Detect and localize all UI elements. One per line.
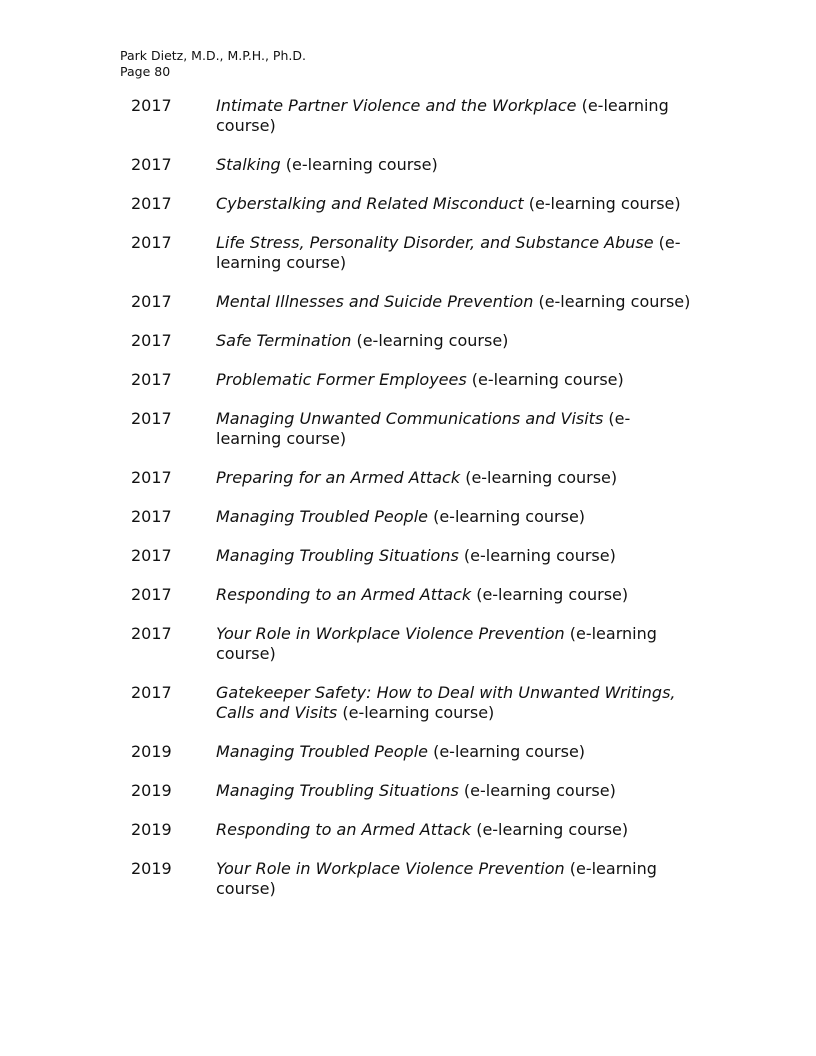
entry-description bbox=[216, 742, 694, 762]
entry-note: (e-learning course) bbox=[533, 292, 691, 311]
entry-year: 2019 bbox=[131, 859, 172, 878]
entry-year: 2017 bbox=[131, 96, 172, 115]
entry-title: Problematic Former Employees bbox=[216, 370, 467, 389]
entry-year: 2017 bbox=[131, 370, 172, 389]
entry-title: Safe Termination bbox=[216, 331, 352, 350]
entry-title: Your Role in Workplace Violence Prevention bbox=[216, 859, 565, 878]
entry-title: Managing Troubled People bbox=[216, 742, 428, 761]
entry-title: Gatekeeper Safety: How to Deal with Unwanted Writings, Calls and Visits bbox=[216, 683, 676, 722]
list-item bbox=[0, 292, 816, 312]
entry-year: 2019 bbox=[131, 820, 172, 839]
entry-note: (e-learning course) bbox=[471, 585, 629, 604]
entry-year: 2017 bbox=[131, 585, 172, 604]
entry-year: 2017 bbox=[131, 624, 172, 643]
list-item bbox=[0, 409, 816, 449]
entry-title: Intimate Partner Violence and the Workplace bbox=[216, 96, 577, 115]
entry-note: (e-learning course) bbox=[428, 507, 586, 526]
entry-note: (e-learning course) bbox=[216, 409, 631, 448]
list-item bbox=[0, 546, 816, 566]
entry-description bbox=[216, 683, 694, 723]
list-item bbox=[0, 155, 816, 175]
entry-title: Managing Troubling Situations bbox=[216, 781, 459, 800]
entry-description bbox=[216, 331, 694, 351]
entry-description bbox=[216, 194, 694, 214]
list-item bbox=[0, 781, 816, 801]
entry-title: Managing Troubled People bbox=[216, 507, 428, 526]
list-item bbox=[0, 585, 816, 605]
entry-title: Cyberstalking and Related Misconduct bbox=[216, 194, 524, 213]
entry-note: (e-learning course) bbox=[216, 624, 657, 663]
entry-year: 2017 bbox=[131, 507, 172, 526]
entry-note: (e-learning course) bbox=[458, 781, 616, 800]
entry-description bbox=[216, 507, 694, 527]
entry-description bbox=[216, 624, 694, 664]
entry-year: 2017 bbox=[131, 155, 172, 174]
page-header bbox=[120, 48, 306, 80]
entry-year: 2017 bbox=[131, 292, 172, 311]
entry-note: (e-learning course) bbox=[216, 859, 657, 898]
entry-description bbox=[216, 96, 694, 136]
course-list bbox=[0, 96, 816, 918]
entry-description bbox=[216, 292, 694, 312]
entry-year: 2019 bbox=[131, 781, 172, 800]
list-item bbox=[0, 96, 816, 136]
entry-year: 2019 bbox=[131, 742, 172, 761]
entry-title: Responding to an Armed Attack bbox=[216, 585, 472, 604]
entry-note: (e-learning course) bbox=[351, 331, 509, 350]
entry-title: Responding to an Armed Attack bbox=[216, 820, 472, 839]
entry-note: (e-learning course) bbox=[466, 370, 624, 389]
entry-year: 2017 bbox=[131, 233, 172, 252]
entry-description bbox=[216, 546, 694, 566]
entry-year: 2017 bbox=[131, 468, 172, 487]
list-item bbox=[0, 624, 816, 664]
entry-title: Life Stress, Personality Disorder, and Substance Abuse bbox=[216, 233, 654, 252]
entry-note: (e-learning course) bbox=[458, 546, 616, 565]
entry-note: (e-learning course) bbox=[337, 703, 495, 722]
entry-note: (e-learning course) bbox=[280, 155, 438, 174]
entry-description bbox=[216, 409, 694, 449]
list-item bbox=[0, 820, 816, 840]
entry-year: 2017 bbox=[131, 409, 172, 428]
list-item bbox=[0, 331, 816, 351]
entry-title: Managing Unwanted Communications and Visits bbox=[216, 409, 604, 428]
entry-description bbox=[216, 233, 694, 273]
list-item bbox=[0, 683, 816, 723]
list-item bbox=[0, 742, 816, 762]
entry-description bbox=[216, 155, 694, 175]
entry-year: 2017 bbox=[131, 683, 172, 702]
entry-year: 2017 bbox=[131, 546, 172, 565]
entry-title: Mental Illnesses and Suicide Prevention bbox=[216, 292, 534, 311]
list-item bbox=[0, 233, 816, 273]
entry-description bbox=[216, 468, 694, 488]
entry-year: 2017 bbox=[131, 194, 172, 213]
entry-title: Your Role in Workplace Violence Prevention bbox=[216, 624, 565, 643]
list-item bbox=[0, 507, 816, 527]
list-item bbox=[0, 468, 816, 488]
entry-description bbox=[216, 370, 694, 390]
entry-year: 2017 bbox=[131, 331, 172, 350]
entry-note: (e-learning course) bbox=[523, 194, 681, 213]
entry-description bbox=[216, 585, 694, 605]
entry-note: (e-learning course) bbox=[216, 96, 669, 135]
entry-title: Managing Troubling Situations bbox=[216, 546, 459, 565]
list-item bbox=[0, 194, 816, 214]
entry-description bbox=[216, 820, 694, 840]
entry-note: (e-learning course) bbox=[471, 820, 629, 839]
entry-description bbox=[216, 781, 694, 801]
entry-note: (e-learning course) bbox=[460, 468, 618, 487]
entry-title: Preparing for an Armed Attack bbox=[216, 468, 461, 487]
entry-note: (e-learning course) bbox=[216, 233, 681, 272]
entry-title: Stalking bbox=[216, 155, 281, 174]
list-item bbox=[0, 859, 816, 899]
entry-description bbox=[216, 859, 694, 899]
page-number: Page 80 bbox=[120, 64, 171, 79]
author-name: Park Dietz, M.D., M.P.H., Ph.D. bbox=[120, 48, 306, 63]
entry-note: (e-learning course) bbox=[428, 742, 586, 761]
list-item bbox=[0, 370, 816, 390]
